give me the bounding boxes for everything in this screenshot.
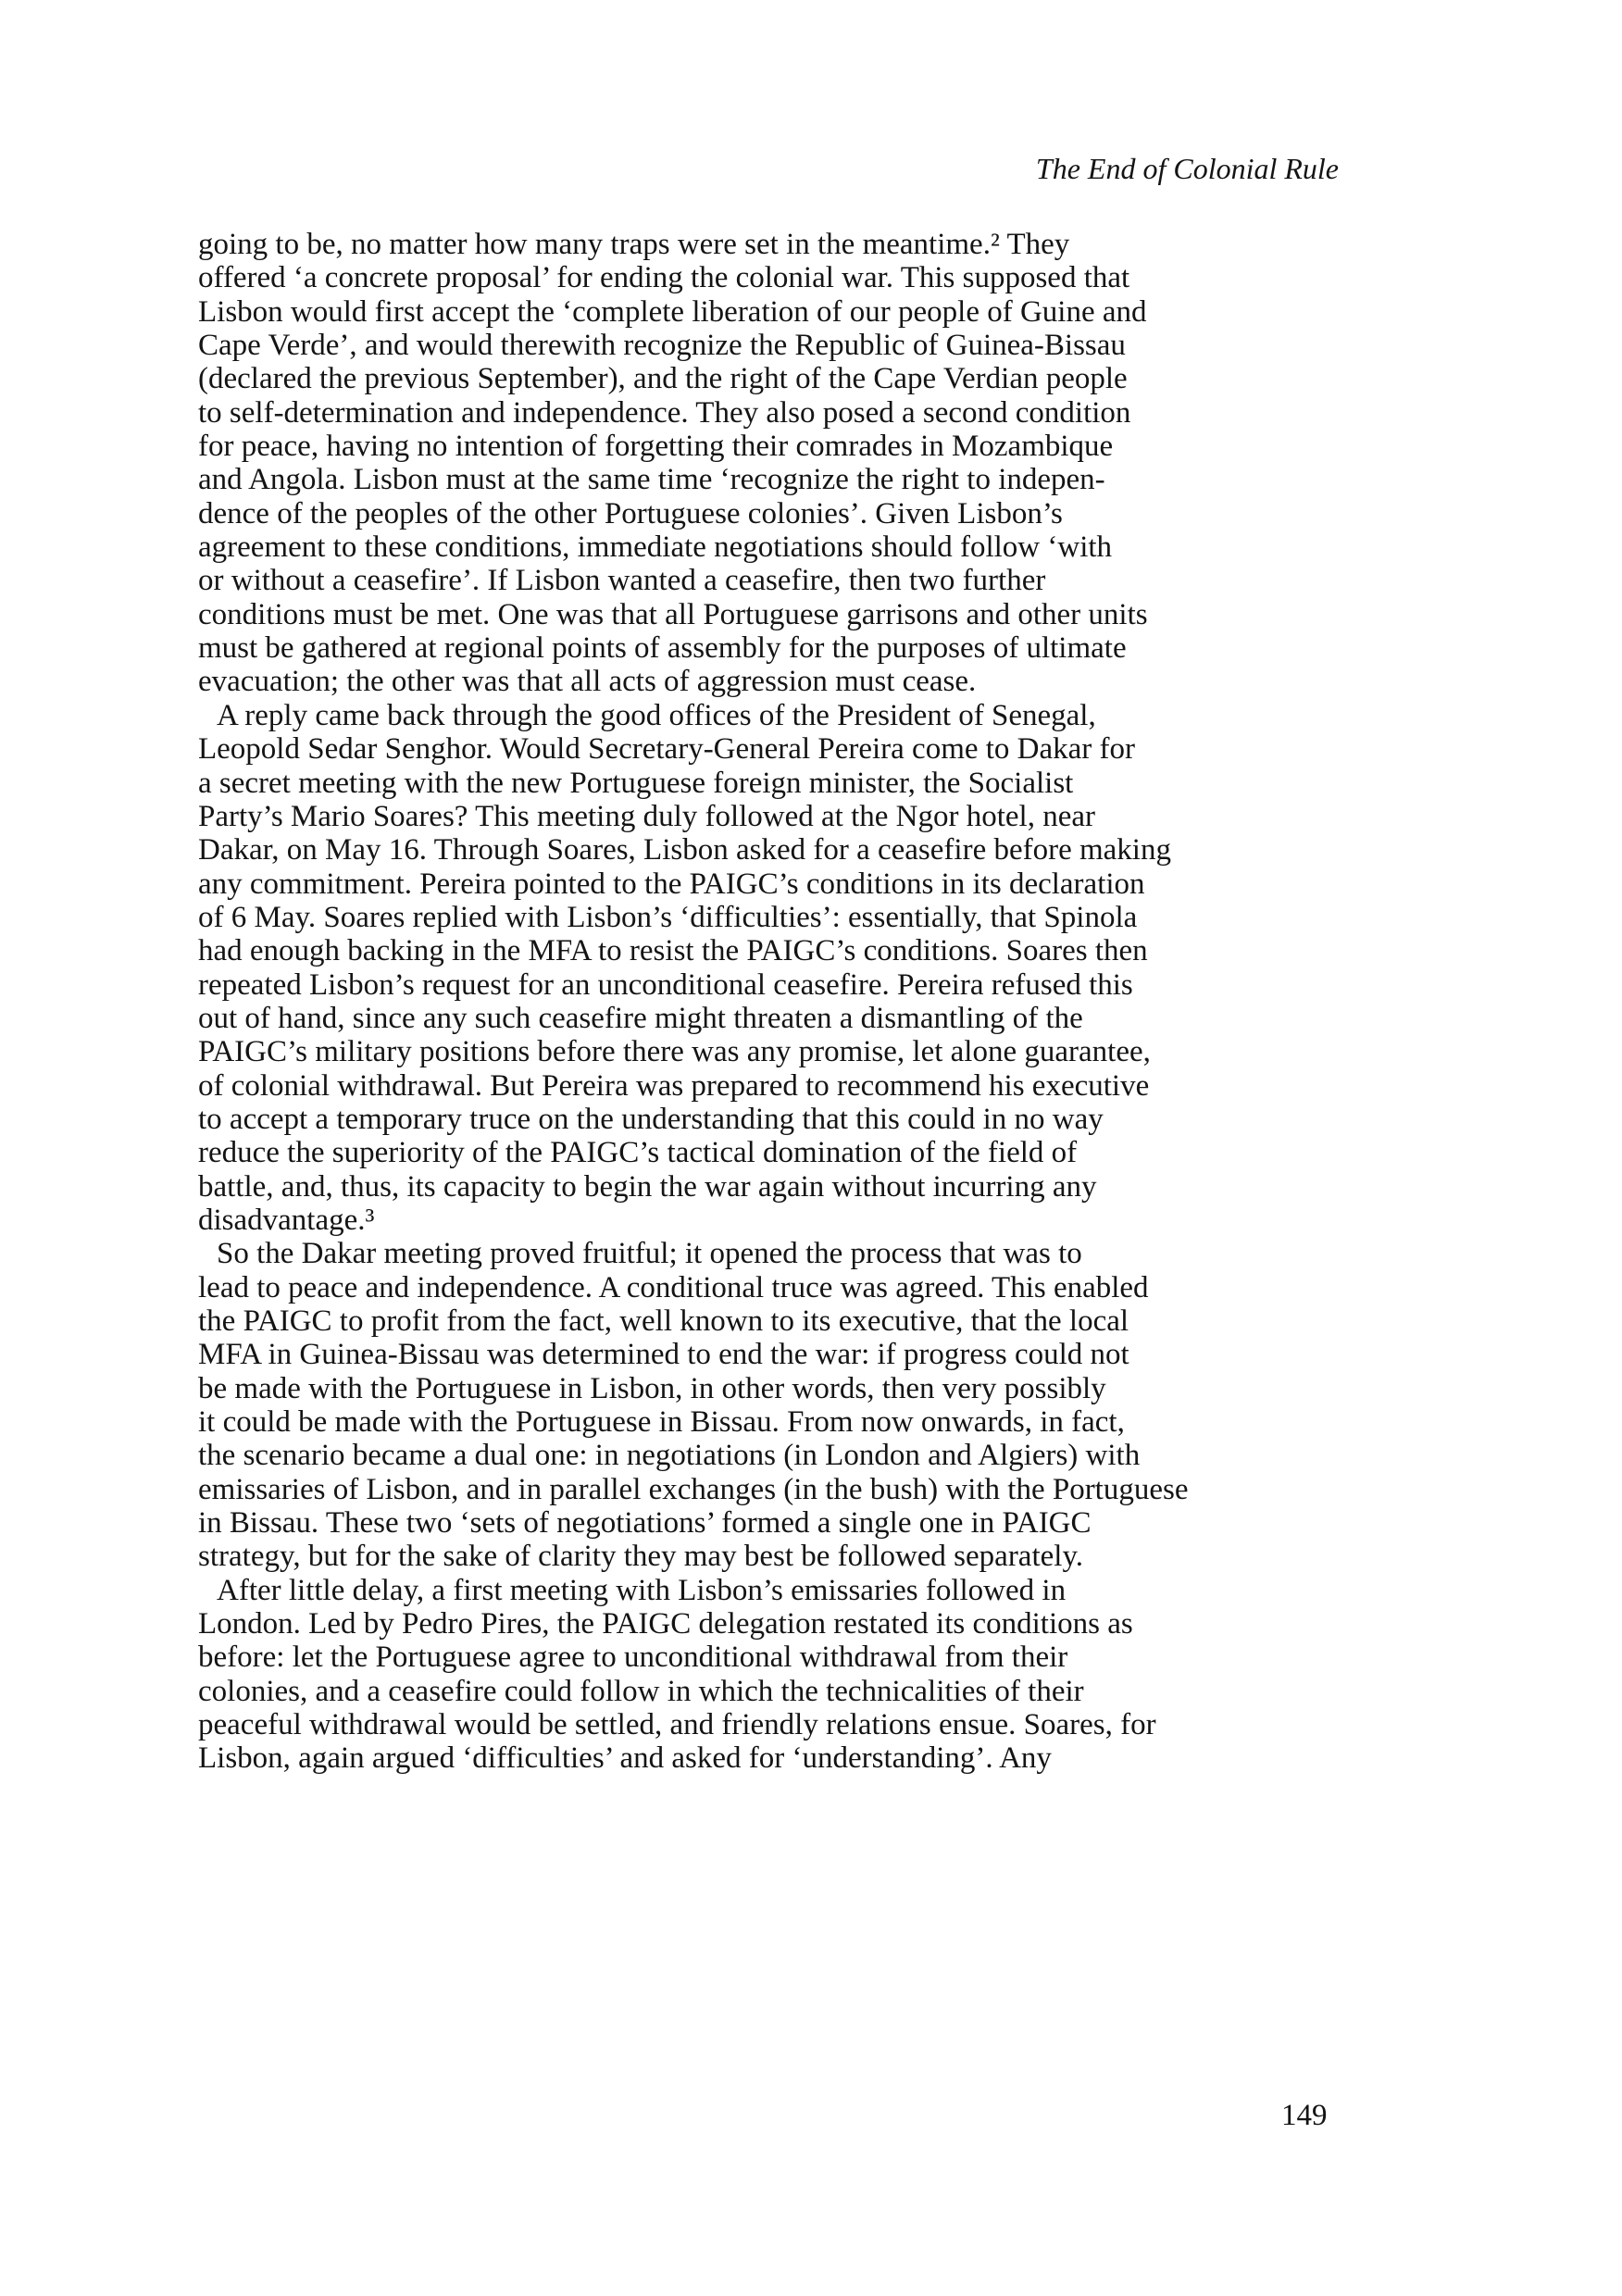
text-line: Lisbon, again argued ‘difficulties’ and asked for ‘understanding’. Any	[198, 1741, 1052, 1776]
text-line: battle, and, thus, its capacity to begin the war again without incurring any	[198, 1169, 1097, 1204]
text-line: out of hand, since any such ceasefire might threaten a dismantling of the	[198, 1001, 1083, 1035]
text-line: dence of the peoples of the other Portuguese colonies’. Given Lisbon’s	[198, 496, 1063, 530]
text-line: Leopold Sedar Senghor. Would Secretary-General Pereira come to Dakar for	[198, 732, 1136, 767]
text-line: Dakar, on May 16. Through Soares, Lisbon asked for a ceasefire before making	[198, 833, 1171, 867]
text-line: it could be made with the Portuguese in Bissau. From now onwards, in fact,	[198, 1405, 1125, 1440]
text-line: repeated Lisbon’s request for an unconditional ceasefire. Pereira refused this	[198, 967, 1133, 1002]
text-line: A reply came back through the good offices of the President of Senegal,	[217, 698, 1096, 732]
text-line: in Bissau. These two ‘sets of negotiations’ formed a single one in PAIGC	[198, 1506, 1092, 1541]
text-line: conditions must be met. One was that all Portuguese garrisons and other units	[198, 597, 1148, 631]
text-line: MFA in Guinea-Bissau was determined to end the war: if progress could not	[198, 1338, 1129, 1372]
text-line: any commitment. Pereira pointed to the PAIGC’s conditions in its declaration	[198, 867, 1145, 901]
text-line: emissaries of Lisbon, and in parallel exchanges (in the bush) with the Portuguese	[198, 1472, 1189, 1506]
text-line: disadvantage.³	[198, 1203, 375, 1237]
text-line: a secret meeting with the new Portuguese foreign minister, the Socialist	[198, 766, 1074, 800]
text-line: colonies, and a ceasefire could follow in which the technicalities of their	[198, 1674, 1084, 1708]
text-line: Party’s Mario Soares? This meeting duly followed at the Ngor hotel, near	[198, 799, 1096, 833]
text-line: had enough backing in the MFA to resist the PAIGC’s conditions. Soares then	[198, 934, 1148, 968]
text-line: evacuation; the other was that all acts of aggression must cease.	[198, 665, 977, 699]
text-line: to self-determination and independence. They also posed a second condition	[198, 395, 1131, 430]
text-line: before: let the Portuguese agree to unconditional withdrawal from their	[198, 1641, 1068, 1675]
text-line: reduce the superiority of the PAIGC’s tactical domination of the field of	[198, 1136, 1078, 1170]
body-text	[198, 228, 1383, 1776]
text-line: London. Led by Pedro Pires, the PAIGC delegation restated its conditions as	[198, 1607, 1133, 1641]
text-line: So the Dakar meeting proved fruitful; it opened the process that was to	[217, 1237, 1082, 1271]
text-line: going to be, no matter how many traps were set in the meantime.² They	[198, 228, 1070, 261]
text-line: be made with the Portuguese in Lisbon, in other words, then very possibly	[198, 1371, 1106, 1405]
text-line: of colonial withdrawal. But Pereira was prepared to recommend his executive	[198, 1068, 1150, 1103]
text-line: Lisbon would first accept the ‘complete liberation of our people of Guine and	[198, 294, 1147, 329]
text-line: and Angola. Lisbon must at the same time ‘recognize the right to indepen-	[198, 463, 1105, 497]
text-line: the scenario became a dual one: in negotiations (in London and Algiers) with	[198, 1439, 1141, 1473]
text-line: (declared the previous September), and the right of the Cape Verdian people	[198, 362, 1128, 396]
text-line: the PAIGC to profit from the fact, well known to its executive, that the local	[198, 1304, 1129, 1338]
text-line: agreement to these conditions, immediate negotiations should follow ‘with	[198, 530, 1113, 565]
text-line: Cape Verde’, and would therewith recognize the Republic of Guinea-Bissau	[198, 329, 1126, 363]
text-line: After little delay, a first meeting with Lisbon’s emissaries followed in	[217, 1573, 1067, 1607]
text-line: strategy, but for the sake of clarity they may best be followed separately.	[198, 1540, 1084, 1574]
text-line: for peace, having no intention of forgetting their comrades in Mozambique	[198, 430, 1114, 464]
text-line: peaceful withdrawal would be settled, and friendly relations ensue. Soares, for	[198, 1708, 1156, 1742]
text-line: to accept a temporary truce on the understanding that this could in no way	[198, 1102, 1104, 1136]
text-line: or without a ceasefire’. If Lisbon wanted a ceasefire, then two further	[198, 564, 1046, 598]
running-head: The End of Colonial Rule	[1035, 152, 1339, 185]
page-number: 149	[1281, 2099, 1328, 2132]
text-line: must be gathered at regional points of assembly for the purposes of ultimate	[198, 631, 1127, 666]
text-line: lead to peace and independence. A conditional truce was agreed. This enabled	[198, 1270, 1149, 1304]
text-line: PAIGC’s military positions before there was any promise, let alone guarantee,	[198, 1035, 1151, 1069]
text-line: offered ‘a concrete proposal’ for ending the colonial war. This supposed that	[198, 261, 1130, 295]
text-line: of 6 May. Soares replied with Lisbon’s ‘difficulties’: essentially, that Spinola	[198, 900, 1138, 934]
